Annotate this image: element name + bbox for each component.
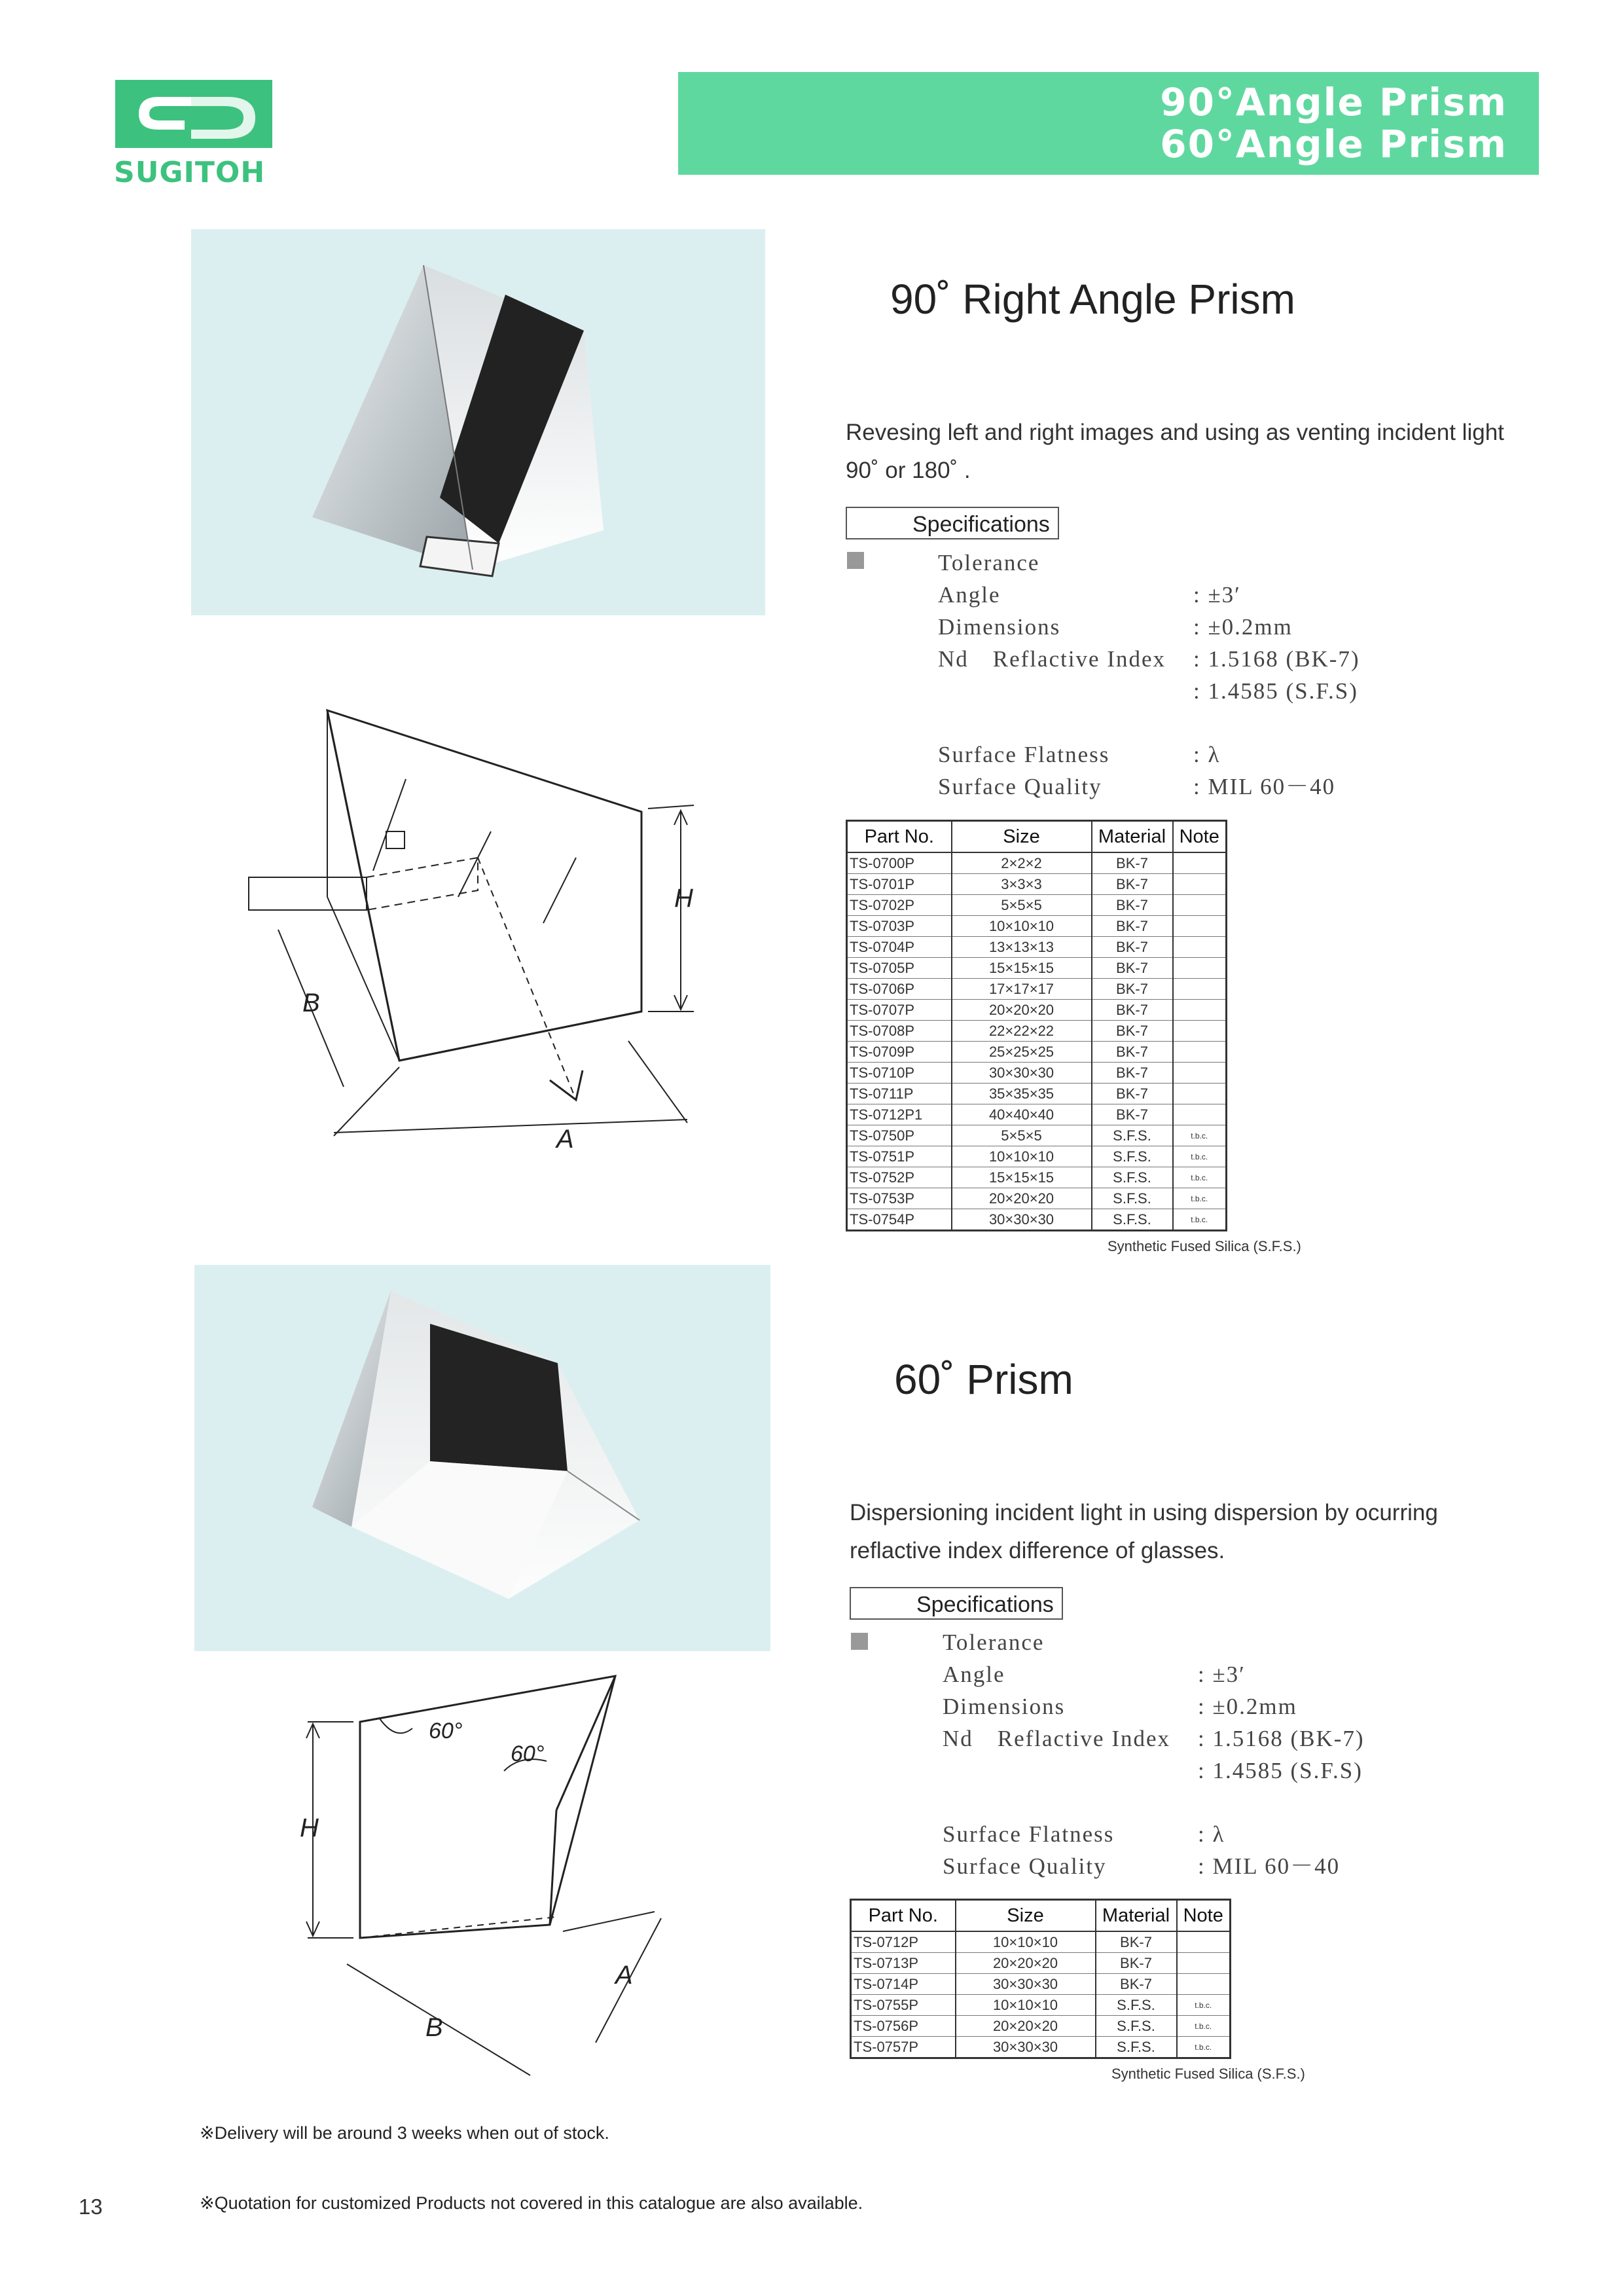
cell-size: 40×40×40 xyxy=(952,1104,1092,1125)
cell-material: BK-7 xyxy=(1096,1974,1177,1995)
spec-row xyxy=(943,1722,1466,1755)
delivery-note: ※Delivery will be around 3 weeks when out of stock. xyxy=(200,2123,609,2143)
diagram-label-b: B xyxy=(302,989,320,1017)
cell-note: t.b.c. xyxy=(1177,1995,1231,2016)
header-size: Size xyxy=(956,1900,1096,1932)
cell-material: BK-7 xyxy=(1092,1000,1173,1021)
cell-material: BK-7 xyxy=(1092,1021,1173,1042)
cell-material: BK-7 xyxy=(1092,852,1173,874)
spec-value: : ±3′ xyxy=(1193,582,1241,608)
cell-size: 13×13×13 xyxy=(952,937,1092,958)
cell-note: t.b.c. xyxy=(1173,1125,1227,1146)
spec-bullet-icon xyxy=(847,552,864,569)
cell-material: BK-7 xyxy=(1092,937,1173,958)
cell-part-no: TS-0709P xyxy=(847,1042,952,1063)
section2-description-line1: Dispersioning incident light in using dispersion by ocurring xyxy=(850,1500,1438,1525)
cell-part-no: TS-0755P xyxy=(851,1995,956,2016)
cell-size: 22×22×22 xyxy=(952,1021,1092,1042)
cell-part-no: TS-0754P xyxy=(847,1209,952,1231)
table-row xyxy=(847,1209,1227,1231)
cell-note: t.b.c. xyxy=(1173,1146,1227,1167)
cell-note xyxy=(1173,1000,1227,1021)
section-title-60: 60˚ Prism xyxy=(894,1356,1073,1403)
cell-note xyxy=(1177,1931,1231,1953)
spec-value: : ±0.2mm xyxy=(1198,1694,1297,1719)
table-row xyxy=(847,979,1227,1000)
section-title-90: 90˚ Right Angle Prism xyxy=(890,276,1295,323)
cell-note: t.b.c. xyxy=(1173,1167,1227,1188)
quotation-note: ※Quotation for customized Products not covered in this catalogue are also available. xyxy=(200,2193,863,2213)
sixty-degree-prism-photo xyxy=(194,1265,770,1651)
right-angle-prism-diagram xyxy=(242,701,700,1178)
cell-part-no: TS-0750P xyxy=(847,1125,952,1146)
cell-part-no: TS-0708P xyxy=(847,1021,952,1042)
cell-material: BK-7 xyxy=(1092,1042,1173,1063)
cell-material: S.F.S. xyxy=(1096,1995,1177,2016)
table-row xyxy=(847,1188,1227,1209)
cell-material: S.F.S. xyxy=(1092,1125,1173,1146)
cell-note xyxy=(1173,852,1227,874)
cell-size: 15×15×15 xyxy=(952,1167,1092,1188)
spec-list-60 xyxy=(943,1626,1466,1882)
table-row xyxy=(847,852,1227,874)
cell-part-no: TS-0714P xyxy=(851,1974,956,1995)
cell-material: BK-7 xyxy=(1092,916,1173,937)
diagram-label-b: B xyxy=(425,2013,443,2042)
cell-material: BK-7 xyxy=(1092,895,1173,916)
cell-size: 3×3×3 xyxy=(952,874,1092,895)
cell-size: 20×20×20 xyxy=(956,2016,1096,2037)
cell-size: 20×20×20 xyxy=(952,1188,1092,1209)
spec-row xyxy=(938,738,1462,771)
spec-value: : 1.4585 (S.F.S) xyxy=(1198,1758,1363,1783)
spec-label: Surface Quality xyxy=(938,774,1102,799)
spec-label: Nd Reflactive Index xyxy=(943,1726,1171,1751)
section1-description xyxy=(846,414,1553,490)
cell-material: S.F.S. xyxy=(1092,1188,1173,1209)
logo-icon xyxy=(113,77,283,189)
spec-row xyxy=(938,643,1462,675)
cell-size: 20×20×20 xyxy=(952,1000,1092,1021)
spec-bullet-icon xyxy=(851,1633,868,1650)
cell-size: 10×10×10 xyxy=(952,916,1092,937)
table-row xyxy=(847,895,1227,916)
cell-note xyxy=(1173,916,1227,937)
cell-part-no: TS-0713P xyxy=(851,1953,956,1974)
diagram-label-a: A xyxy=(615,1961,633,1990)
header-material: Material xyxy=(1096,1900,1177,1932)
spec-row xyxy=(943,1850,1466,1882)
spec-label: Surface Flatness xyxy=(938,742,1110,767)
cell-note xyxy=(1173,874,1227,895)
section2-description xyxy=(850,1494,1557,1570)
header-part-no: Part No. xyxy=(847,821,952,853)
cell-material: BK-7 xyxy=(1096,1953,1177,1974)
cell-part-no: TS-0700P xyxy=(847,852,952,874)
cell-note xyxy=(1173,1063,1227,1084)
table-row xyxy=(851,1974,1231,1995)
table-row xyxy=(851,1953,1231,1974)
cell-note: t.b.c. xyxy=(1173,1209,1227,1231)
table-note-90: Synthetic Fused Silica (S.F.S.) xyxy=(1108,1238,1301,1254)
header-material: Material xyxy=(1092,821,1173,853)
cell-part-no: TS-0705P xyxy=(847,958,952,979)
spec-row xyxy=(943,1755,1466,1787)
spec-row xyxy=(943,1818,1466,1850)
table-row xyxy=(847,916,1227,937)
spec-value: : ±0.2mm xyxy=(1193,614,1293,640)
parts-table-60-wrapper xyxy=(850,1899,1305,2083)
spec-value: : MIL 60－40 xyxy=(1198,1853,1341,1879)
spec-row xyxy=(943,1690,1466,1722)
cell-size: 30×30×30 xyxy=(952,1063,1092,1084)
cell-material: S.F.S. xyxy=(1092,1167,1173,1188)
spec-row xyxy=(943,1626,1466,1658)
cell-part-no: TS-0704P xyxy=(847,937,952,958)
spec-value: : λ xyxy=(1198,1821,1225,1847)
spec-label: Dimensions xyxy=(938,614,1061,640)
table-row xyxy=(847,1021,1227,1042)
spec-label-90: Specifications xyxy=(846,507,1059,539)
cell-material: BK-7 xyxy=(1092,1063,1173,1084)
cell-material: S.F.S. xyxy=(1096,2037,1177,2058)
cell-note: t.b.c. xyxy=(1177,2016,1231,2037)
cell-size: 10×10×10 xyxy=(952,1146,1092,1167)
sixty-degree-prism-diagram xyxy=(288,1663,707,2108)
table-row xyxy=(847,874,1227,895)
cell-size: 30×30×30 xyxy=(952,1209,1092,1231)
cell-material: BK-7 xyxy=(1092,958,1173,979)
spec-label: Surface Flatness xyxy=(943,1821,1115,1847)
spec-label: Tolerance xyxy=(943,1630,1045,1655)
cell-material: BK-7 xyxy=(1092,874,1173,895)
cell-note xyxy=(1177,1953,1231,1974)
spec-label: Dimensions xyxy=(943,1694,1066,1719)
cell-material: S.F.S. xyxy=(1092,1146,1173,1167)
table-row xyxy=(847,1125,1227,1146)
diagram-label-h: H xyxy=(674,884,693,913)
cell-size: 10×10×10 xyxy=(956,1931,1096,1953)
header-title-90: 90°Angle Prism xyxy=(1160,80,1507,124)
spec-value: : 1.5168 (BK-7) xyxy=(1198,1726,1365,1751)
cell-size: 25×25×25 xyxy=(952,1042,1092,1063)
diagram-label-a: A xyxy=(556,1125,574,1154)
table-row xyxy=(851,1995,1231,2016)
cell-note xyxy=(1173,1104,1227,1125)
parts-table-90 xyxy=(846,820,1227,1231)
table-note-60: Synthetic Fused Silica (S.F.S.) xyxy=(1111,2066,1305,2082)
cell-part-no: TS-0712P xyxy=(851,1931,956,1953)
cell-size: 30×30×30 xyxy=(956,2037,1096,2058)
cell-material: S.F.S. xyxy=(1092,1209,1173,1231)
cell-note xyxy=(1173,979,1227,1000)
cell-note xyxy=(1173,1042,1227,1063)
parts-table-60 xyxy=(850,1899,1231,2059)
cell-part-no: TS-0712P1 xyxy=(847,1104,952,1125)
cell-part-no: TS-0703P xyxy=(847,916,952,937)
table-row xyxy=(847,1000,1227,1021)
table-row xyxy=(851,1931,1231,1953)
spec-label: Nd Reflactive Index xyxy=(938,646,1166,672)
cell-part-no: TS-0701P xyxy=(847,874,952,895)
spec-value: : MIL 60－40 xyxy=(1193,774,1336,799)
header-title-60: 60°Angle Prism xyxy=(1160,122,1507,166)
cell-note xyxy=(1173,958,1227,979)
diagram-angle-label-1: 60° xyxy=(429,1719,463,1743)
header-note: Note xyxy=(1177,1900,1231,1932)
cell-part-no: TS-0756P xyxy=(851,2016,956,2037)
cell-size: 15×15×15 xyxy=(952,958,1092,979)
table-row xyxy=(847,1104,1227,1125)
cell-size: 5×5×5 xyxy=(952,1125,1092,1146)
cell-part-no: TS-0702P xyxy=(847,895,952,916)
section2-description-line2: reflactive index difference of glasses. xyxy=(850,1538,1225,1563)
spec-value: : 1.5168 (BK-7) xyxy=(1193,646,1360,672)
diagram-label-h: H xyxy=(300,1813,319,1842)
cell-note: t.b.c. xyxy=(1173,1188,1227,1209)
spec-row xyxy=(938,611,1462,643)
table-row xyxy=(851,2016,1231,2037)
cell-part-no: TS-0751P xyxy=(847,1146,952,1167)
spec-label: Surface Quality xyxy=(943,1853,1107,1879)
cell-note: t.b.c. xyxy=(1177,2037,1231,2058)
page-number: 13 xyxy=(79,2195,103,2219)
spec-label: Angle xyxy=(938,582,1001,608)
spec-row xyxy=(938,771,1462,803)
cell-part-no: TS-0707P xyxy=(847,1000,952,1021)
cell-part-no: TS-0752P xyxy=(847,1167,952,1188)
spec-value: : 1.4585 (S.F.S) xyxy=(1193,678,1358,704)
diagram-angle-label-2: 60° xyxy=(511,1741,545,1766)
cell-note xyxy=(1173,895,1227,916)
brand-text: SUGITOH xyxy=(114,156,266,189)
spec-row xyxy=(938,547,1462,579)
right-angle-prism-photo xyxy=(191,229,765,615)
spec-row xyxy=(938,579,1462,611)
cell-material: BK-7 xyxy=(1092,979,1173,1000)
table-row xyxy=(847,958,1227,979)
spec-row xyxy=(938,675,1462,707)
table-header-row xyxy=(847,821,1227,853)
cell-part-no: TS-0757P xyxy=(851,2037,956,2058)
cell-size: 10×10×10 xyxy=(956,1995,1096,2016)
spec-value: : λ xyxy=(1193,742,1221,767)
spec-value: : ±3′ xyxy=(1198,1662,1246,1687)
header-band xyxy=(678,72,1539,175)
table-row xyxy=(847,1042,1227,1063)
table-row xyxy=(847,937,1227,958)
cell-part-no: TS-0706P xyxy=(847,979,952,1000)
cell-part-no: TS-0753P xyxy=(847,1188,952,1209)
section1-description-line1: Revesing left and right images and using as venting incident light xyxy=(846,420,1504,445)
table-row xyxy=(847,1146,1227,1167)
table-row xyxy=(847,1084,1227,1104)
cell-material: S.F.S. xyxy=(1096,2016,1177,2037)
cell-note xyxy=(1173,1084,1227,1104)
spec-label: Angle xyxy=(943,1662,1005,1687)
header-part-no: Part No. xyxy=(851,1900,956,1932)
spec-label: Tolerance xyxy=(938,550,1040,575)
cell-note xyxy=(1173,937,1227,958)
section1-description-line2: 90˚ or 180˚ . xyxy=(846,458,971,483)
cell-size: 35×35×35 xyxy=(952,1084,1092,1104)
spec-list-90 xyxy=(938,547,1462,803)
cell-size: 5×5×5 xyxy=(952,895,1092,916)
spec-row xyxy=(943,1658,1466,1690)
spec-label-60: Specifications xyxy=(850,1587,1063,1620)
parts-table-90-wrapper xyxy=(846,820,1301,1255)
cell-size: 20×20×20 xyxy=(956,1953,1096,1974)
cell-material: BK-7 xyxy=(1096,1931,1177,1953)
cell-part-no: TS-0710P xyxy=(847,1063,952,1084)
table-row xyxy=(847,1167,1227,1188)
table-row xyxy=(847,1063,1227,1084)
table-row xyxy=(851,2037,1231,2058)
header-size: Size xyxy=(952,821,1092,853)
cell-size: 17×17×17 xyxy=(952,979,1092,1000)
table-header-row xyxy=(851,1900,1231,1932)
cell-material: BK-7 xyxy=(1092,1104,1173,1125)
cell-size: 30×30×30 xyxy=(956,1974,1096,1995)
cell-part-no: TS-0711P xyxy=(847,1084,952,1104)
header-note: Note xyxy=(1173,821,1227,853)
cell-note xyxy=(1177,1974,1231,1995)
sugitoh-logo xyxy=(113,77,283,189)
cell-size: 2×2×2 xyxy=(952,852,1092,874)
cell-material: BK-7 xyxy=(1092,1084,1173,1104)
cell-note xyxy=(1173,1021,1227,1042)
